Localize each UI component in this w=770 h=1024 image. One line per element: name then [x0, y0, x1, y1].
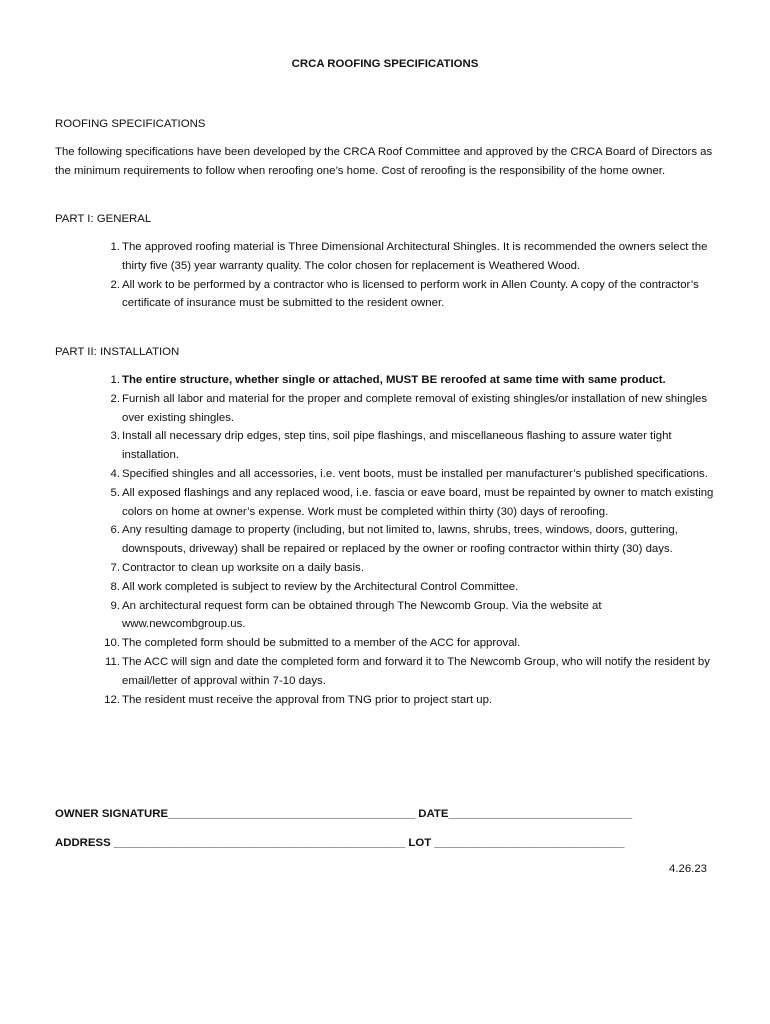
- list-item-text: Install all necessary drip edges, step tins, soil pipe flashings, and miscellaneous flashing to assure water tight installation.: [122, 430, 672, 462]
- part1-heading: PART I: GENERAL: [55, 213, 152, 225]
- list-item: [55, 521, 717, 559]
- list-item-text: The completed form should be submitted to a member of the ACC for approval.: [122, 637, 521, 650]
- list-item-text: An architectural request form can be obtained through The Newcomb Group. Via the website at www.newcombgroup.us.: [122, 599, 602, 631]
- list-item-text: Specified shingles and all accessories, i.e. vent boots, must be installed per manufacturer’s published specifications.: [122, 467, 708, 480]
- list-item: [55, 276, 717, 314]
- list-item-number: 10.: [104, 637, 120, 650]
- list-item-text: All exposed flashings and any replaced wood, i.e. fascia or eave board, must be repainted by owner to match existing colors on home at owner’s expense. Work must be completed within thirty (30) days of reroofing.: [122, 486, 714, 518]
- list-item: [55, 559, 717, 578]
- list-item-text: All work completed is subject to review by the Architectural Control Committee.: [122, 580, 519, 593]
- list-item: [55, 371, 717, 390]
- part1-list: [55, 238, 717, 313]
- part2-heading: PART II: INSTALLATION: [55, 346, 180, 358]
- list-item-number: 6.: [110, 524, 120, 537]
- list-item-number: 9.: [110, 599, 120, 612]
- list-item-number: 2.: [110, 392, 120, 405]
- list-item-number: 2.: [110, 278, 120, 291]
- list-item: [55, 238, 717, 276]
- revision-date: 4.26.23: [668, 863, 707, 875]
- list-item: [55, 634, 717, 653]
- list-item-text: The ACC will sign and date the completed form and forward it to The Newcomb Group, who will notify the resident by email/letter of approval within 7-10 days.: [122, 655, 710, 687]
- intro-paragraph: The following specifications have been developed by the CRCA Roof Committee and approved by the CRCA Board of Directors as the minimum requirements to follow when reroofing one’s home. Cost of reroofing is the responsibility of the home owner.: [55, 146, 713, 177]
- list-item: [55, 578, 717, 597]
- document-title: CRCA ROOFING SPECIFICATIONS: [291, 58, 479, 70]
- list-item-text: Any resulting damage to property (including, but not limited to, lawns, shrubs, trees, windows, doors, guttering, downspouts, driveway) shall be repaired or replaced by the owner or roofing contractor within thirty (30) days.: [122, 524, 678, 556]
- list-item-number: 1.: [110, 241, 120, 253]
- list-item-number: 12.: [104, 693, 120, 706]
- list-item-number: 3.: [110, 430, 120, 443]
- part2-list: [55, 371, 717, 709]
- list-item: [55, 390, 717, 428]
- list-item: [55, 691, 717, 710]
- list-item-text: The entire structure, whether single or attached, MUST BE reroofed at same time with same product.: [122, 374, 666, 386]
- address-line[interactable]: ADDRESS ______________________________________________ LOT ______________________________: [55, 837, 625, 849]
- list-item: [55, 484, 717, 522]
- list-item-number: 8.: [110, 580, 120, 593]
- section-heading: ROOFING SPECIFICATIONS: [55, 118, 206, 130]
- list-item-text: All work to be performed by a contractor who is licensed to perform work in Allen County. A copy of the contractor’s certificate of insurance must be submitted to the resident owner.: [122, 278, 699, 310]
- list-item-text: The resident must receive the approval from TNG prior to project start up.: [122, 693, 493, 706]
- owner-signature-line[interactable]: OWNER SIGNATURE_______________________________________ DATE_____________________________: [55, 808, 633, 820]
- list-item-number: 11.: [105, 655, 120, 668]
- list-item-text: The approved roofing material is Three Dimensional Architectural Shingles. It is recommended the owners select the thirty five (35) year warranty quality. The color chosen for replacement is Weathered Wood.: [122, 241, 708, 272]
- list-item-number: 5.: [110, 486, 120, 499]
- list-item-text: Furnish all labor and material for the proper and complete removal of existing shingles/or installation of new shingles over existing shingles.: [122, 392, 708, 424]
- list-item: [55, 597, 717, 635]
- list-item-number: 4.: [110, 467, 120, 480]
- list-item-number: 1.: [110, 374, 120, 386]
- list-item: [55, 465, 717, 484]
- list-item: [55, 427, 717, 465]
- list-item: [55, 653, 717, 691]
- list-item-number: 7.: [110, 561, 120, 574]
- list-item-text: Contractor to clean up worksite on a daily basis.: [122, 561, 364, 574]
